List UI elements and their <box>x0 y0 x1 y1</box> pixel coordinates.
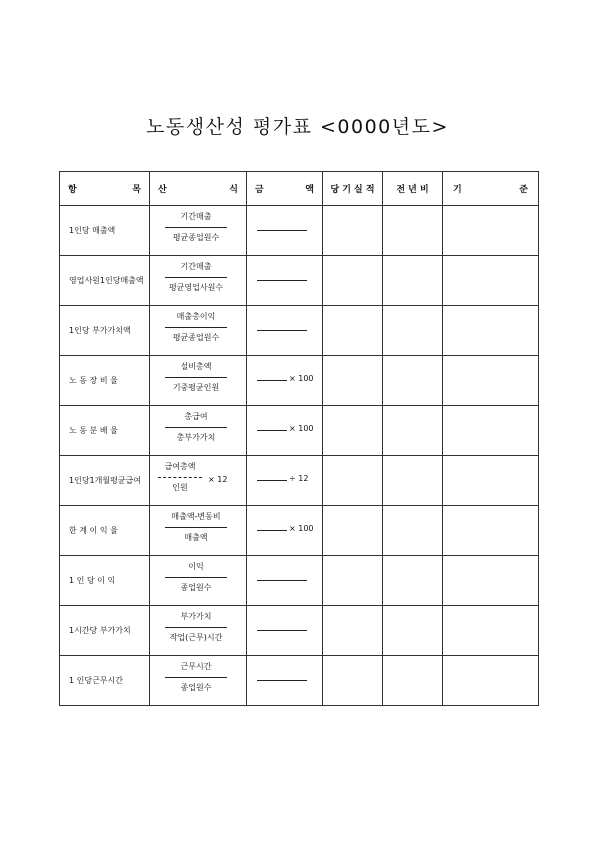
amount-operator: ÷ 12 <box>289 474 309 483</box>
row-item: 1인당1개월평균급여 <box>60 456 150 506</box>
row-current[interactable] <box>323 656 383 706</box>
row-amount[interactable] <box>247 306 323 356</box>
amount-operator: × 100 <box>289 424 314 433</box>
row-formula <box>150 606 247 656</box>
denominator: 작업(근무)시간 <box>169 633 223 642</box>
numerator: 매출총이익 <box>176 312 216 321</box>
row-amount[interactable] <box>247 256 323 306</box>
table-row <box>60 506 539 556</box>
row-prev[interactable] <box>383 556 443 606</box>
header-row <box>60 172 539 206</box>
row-amount[interactable] <box>247 356 323 406</box>
numerator: 이익 <box>188 562 204 571</box>
row-item: 노 동 장 비 율 <box>60 356 150 406</box>
row-current[interactable] <box>323 306 383 356</box>
row-current[interactable] <box>323 356 383 406</box>
row-amount[interactable] <box>247 456 323 506</box>
row-criteria[interactable] <box>443 206 539 256</box>
row-current[interactable] <box>323 606 383 656</box>
header-item: 항 목 <box>60 172 150 206</box>
row-item: 1인당 부가가치액 <box>60 306 150 356</box>
row-amount[interactable] <box>247 506 323 556</box>
page-title: 노동생산성 평가표 <0000년도> <box>146 116 449 138</box>
row-formula <box>150 656 247 706</box>
row-prev[interactable] <box>383 306 443 356</box>
table-row <box>60 556 539 606</box>
row-amount[interactable] <box>247 606 323 656</box>
row-prev[interactable] <box>383 206 443 256</box>
row-item: 한 계 이 익 율 <box>60 506 150 556</box>
denominator: 종업원수 <box>180 683 212 692</box>
numerator: 부가가치 <box>180 612 212 621</box>
row-criteria[interactable] <box>443 406 539 456</box>
row-formula <box>150 456 247 506</box>
row-criteria[interactable] <box>443 306 539 356</box>
numerator: 기간매출 <box>180 262 212 271</box>
denominator: 평균종업원수 <box>172 233 220 242</box>
row-amount[interactable] <box>247 656 323 706</box>
table-row <box>60 206 539 256</box>
row-item: 1시간당 부가가치 <box>60 606 150 656</box>
row-amount[interactable] <box>247 406 323 456</box>
row-criteria[interactable] <box>443 606 539 656</box>
numerator: 급여총액 <box>164 462 196 471</box>
table-row <box>60 256 539 306</box>
table-row <box>60 356 539 406</box>
amount-operator: × 100 <box>289 524 314 533</box>
table-row <box>60 606 539 656</box>
header-prev-year: 전 년 비 <box>383 172 443 206</box>
row-amount[interactable] <box>247 206 323 256</box>
row-criteria[interactable] <box>443 256 539 306</box>
row-prev[interactable] <box>383 606 443 656</box>
row-criteria[interactable] <box>443 456 539 506</box>
denominator: 종업원수 <box>180 583 212 592</box>
row-amount[interactable] <box>247 556 323 606</box>
amount-operator: × 100 <box>289 374 314 383</box>
row-prev[interactable] <box>383 506 443 556</box>
denominator: 평균영업사원수 <box>168 283 224 292</box>
row-current[interactable] <box>323 556 383 606</box>
table-row <box>60 456 539 506</box>
row-current[interactable] <box>323 406 383 456</box>
table-row <box>60 406 539 456</box>
row-formula <box>150 306 247 356</box>
row-item: 1인당 매출액 <box>60 206 150 256</box>
row-prev[interactable] <box>383 406 443 456</box>
numerator: 총급여 <box>184 412 208 421</box>
row-formula <box>150 206 247 256</box>
row-prev[interactable] <box>383 356 443 406</box>
formula-operator: × 12 <box>208 475 228 484</box>
row-criteria[interactable] <box>443 656 539 706</box>
row-criteria[interactable] <box>443 356 539 406</box>
numerator: 매출액-변동비 <box>171 512 221 521</box>
row-current[interactable] <box>323 456 383 506</box>
row-criteria[interactable] <box>443 506 539 556</box>
row-current[interactable] <box>323 506 383 556</box>
header-amount: 금 액 <box>247 172 323 206</box>
row-current[interactable] <box>323 206 383 256</box>
row-item: 1 인당근무시간 <box>60 656 150 706</box>
row-item: 노 동 분 배 율 <box>60 406 150 456</box>
row-formula <box>150 506 247 556</box>
row-prev[interactable] <box>383 656 443 706</box>
evaluation-table <box>59 171 539 706</box>
row-formula <box>150 406 247 456</box>
row-prev[interactable] <box>383 456 443 506</box>
row-formula <box>150 256 247 306</box>
table-row <box>60 306 539 356</box>
row-criteria[interactable] <box>443 556 539 606</box>
numerator: 근무시간 <box>180 662 212 671</box>
row-prev[interactable] <box>383 256 443 306</box>
denominator: 총부가가치 <box>176 433 216 442</box>
row-item: 영업사원1인당매출액 <box>60 256 150 306</box>
denominator: 평균종업원수 <box>172 333 220 342</box>
header-formula: 산 식 <box>150 172 247 206</box>
numerator: 기간매출 <box>180 212 212 221</box>
header-criteria: 기 준 <box>443 172 539 206</box>
denominator: 인원 <box>172 483 188 492</box>
table-row <box>60 656 539 706</box>
row-formula <box>150 356 247 406</box>
numerator: 설비총액 <box>180 362 212 371</box>
denominator: 매출액 <box>184 533 208 542</box>
row-formula <box>150 556 247 606</box>
denominator: 기중평균인원 <box>172 383 220 392</box>
header-current-result: 당 기 실 적 <box>323 172 383 206</box>
row-item: 1 인 당 이 익 <box>60 556 150 606</box>
row-current[interactable] <box>323 256 383 306</box>
